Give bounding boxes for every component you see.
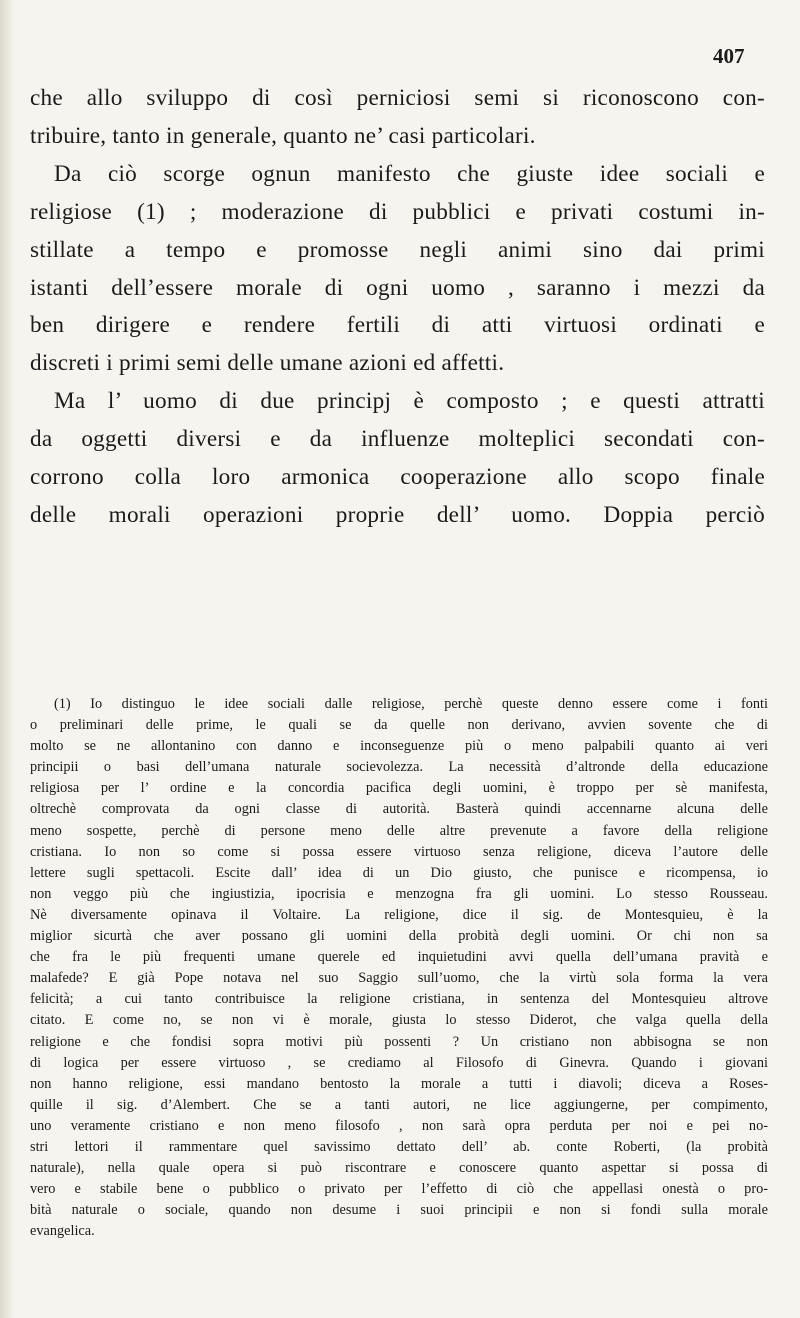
body-line: tribuire, tanto in generale, quanto ne’ casi particolari. <box>30 122 536 149</box>
footnote-line: quille il sig. d’Alembert. Che se a tanti autori, ne lice aggiungerne, per compimento, <box>30 1096 768 1113</box>
footnote-line: principii o basi dell’umana naturale socievolezza. La necessità d’altronde della educazione <box>30 759 768 776</box>
body-line: da oggetti diversi e da influenze molteplici secondati con- <box>30 426 765 453</box>
footnote-line: oltrechè comprovata da ogni classe di autorità. Basterà quindi accennarne alcuna delle <box>30 801 768 818</box>
body-line: corrono colla loro armonica cooperazione allo scopo finale <box>30 464 765 491</box>
footnote-line: di logica per essere virtuoso , se crediamo al Filosofo di Ginevra. Quando i giovani <box>30 1054 768 1071</box>
footnote-line: vero e stabile bene o pubblico o privato per l’effetto di ciò che appellasi onestà o pro- <box>30 1181 768 1198</box>
footnote-line: che fra le più frequenti umane querele ed inquietudini avvi quella dell’umana pravità e <box>30 949 768 966</box>
body-line: Da ciò scorge ognun manifesto che giuste idee sociali e <box>54 160 765 187</box>
footnote <box>30 694 768 1242</box>
body-line: religiose (1) ; moderazione di pubblici e privati costumi in- <box>30 198 765 225</box>
footnote-line: non veggo più che ingiustizia, ipocrisia e menzogna fra gli uomini. Lo stesso Rousseau. <box>30 885 768 902</box>
footnote-line: uno veramente cristiano e non meno filosofo , non sarà opra perduta per noi e pei no- <box>30 1117 768 1134</box>
main-paragraph <box>30 80 765 535</box>
footnote-line: non hanno religione, essi mandano bentosto la morale a tutti i diavoli; diceva a Roses- <box>30 1075 768 1092</box>
body-line: istanti dell’essere morale di ogni uomo , saranno i mezzi da <box>30 274 765 301</box>
body-line: che allo sviluppo di così perniciosi semi si riconoscono con- <box>30 85 765 111</box>
footnote-line: stri lettori il rammentare quel savissimo dettato dell’ ab. conte Roberti, (la probità <box>30 1138 768 1155</box>
footnote-line: meno sospette, perchè di persone meno delle altre prevenute a favore della religione <box>30 822 768 839</box>
footnote-line: lettere sugli spettacoli. Escite dall’ idea di un Dio giusto, che punisce e ricompensa, io <box>30 864 768 881</box>
footnote-line: malafede? E già Pope notava nel suo Saggio sull’uomo, che la virtù sola forma la vera <box>30 970 768 987</box>
body-line: ben dirigere e rendere fertili di atti virtuosi ordinati e <box>30 312 765 339</box>
footnote-line: o preliminari delle prime, le quali se da quelle non derivano, avvien sovente che di <box>30 717 768 734</box>
footnote-line: molto se ne allontanino con danno e inconseguenze più o meno palpabili quanto ai veri <box>30 738 768 755</box>
footnote-line: felicità; a cui tanto contribuisce la religione cristiana, in sentenza del Montesquieu altrove <box>30 991 768 1008</box>
footnote-line: Nè diversamente opinava il Voltaire. La religione, dice il sig. de Montesquieu, è la <box>30 906 768 923</box>
footnote-line: bità naturale o sociale, quando non desume i suoi principii e non si fondi sulla morale <box>30 1202 768 1219</box>
footnote-line: miglior sicurtà che aver possano gli uomini della probità degli uomini. Or chi non sa <box>30 928 768 945</box>
body-line: stillate a tempo e promosse negli animi sino dai primi <box>30 236 765 263</box>
footnote-line: evangelica. <box>30 1223 95 1240</box>
footnote-line: citato. E come no, se non vi è morale, giusta lo stesso Diderot, che valga quella della <box>30 1012 768 1029</box>
footnote-line: cristiana. Io non so come si possa essere virtuoso senza religione, diceva l’autore delle <box>30 843 768 860</box>
body-line: Ma l’ uomo di due principj è composto ; e questi attratti <box>54 388 765 415</box>
body-line: discreti i primi semi delle umane azioni ed affetti. <box>30 350 505 377</box>
page-number: 407 <box>713 44 745 68</box>
footnote-line: (1) Io distinguo le idee sociali dalle religiose, perchè queste denno essere come i fonti <box>54 696 768 712</box>
footnote-line: naturale), nella quale opera si può riscontrare e conoscere quanto aspettar si possa di <box>30 1160 768 1177</box>
footnote-line: religiosa per l’ ordine e la concordia pacifica degli uomini, è troppo per sè manifesta, <box>30 780 768 797</box>
page-edge-shadow <box>0 0 14 1318</box>
footnote-line: religione e che fondisi sopra motivi più possenti ? Un cristiano non abbisogna se non <box>30 1033 768 1050</box>
body-line: delle morali operazioni proprie dell’ uomo. Doppia perciò <box>30 501 765 528</box>
